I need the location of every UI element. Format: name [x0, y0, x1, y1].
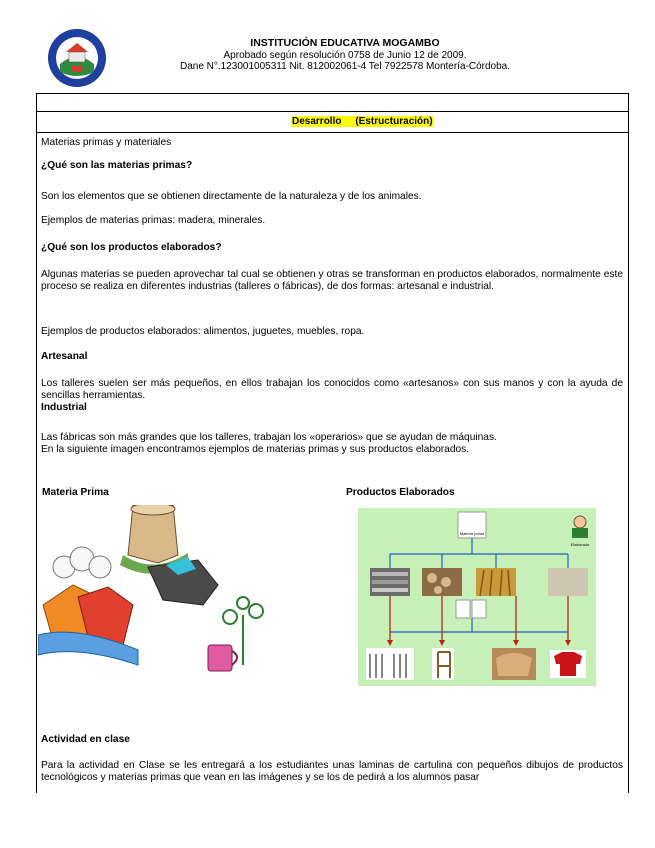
institution-name: INSTITUCIÓN EDUCATIVA MOGAMBO — [250, 37, 440, 49]
section-bar — [36, 111, 629, 133]
examples-raw-materials: Ejemplos de materias primas: madera, minerales. — [41, 215, 266, 226]
paragraph-actividad: Para la actividad en Clase se les entregará a los estudiantes unas laminas de cartulina con pequeños dibujos de productos tecnológicos y materias primas que vean en las imágenes y se los de pedirá a los alumnos pasar — [41, 760, 623, 783]
answer-raw-materials: Son los elementos que se obtienen directamente de la naturaleza y de los animales. — [41, 191, 422, 202]
products-diagram — [358, 508, 596, 686]
school-logo — [47, 28, 107, 88]
answer-products: Algunas materias se pueden aprovechar tal cual se obtienen y otras se transforman en productos elaborados, normalmente este proceso se realiza en diferentes industrias (talleres o fábricas), de dos formas: artesanal e industrial. — [41, 269, 623, 292]
header-text — [130, 38, 560, 73]
paragraph-industrial-1: Las fábricas son más grandes que los talleres, trabajan los «operarios» que se ayudan de máquinas. — [41, 432, 497, 443]
label-productos-elaborados: Productos Elaborados — [346, 487, 455, 498]
question-products: ¿Qué son los productos elaborados? — [41, 242, 222, 253]
diagram-right-caption: Elaborado — [570, 542, 590, 547]
diagram-top-caption: Materia prima — [459, 531, 485, 536]
topic-line: Materias primas y materiales — [41, 137, 172, 148]
examples-products: Ejemplos de productos elaborados: alimentos, juguetes, muebles, ropa. — [41, 326, 365, 337]
paragraph-artesanal: Los talleres suelen ser más pequeños, en ellos trabajan los conocidos como «artesanos» con sus manos y con la ayuda de sencillas herramientas. — [41, 378, 623, 401]
paragraph-industrial-2: En la siguiente imagen encontramos ejemplos de materias primas y sus productos elaborados. — [41, 444, 470, 455]
question-raw-materials: ¿Qué son las materias primas? — [41, 160, 193, 171]
approval-line: Aprobado según resolución 0758 de Junio 12 de 2009. — [223, 49, 467, 61]
heading-artesanal: Artesanal — [41, 351, 88, 362]
raw-materials-illustration — [38, 505, 298, 685]
heading-actividad: Actividad en clase — [41, 734, 130, 745]
section-title: Desarrollo (Estructuración) — [292, 116, 433, 127]
document-header — [0, 18, 655, 88]
heading-industrial: Industrial — [41, 402, 87, 413]
label-materia-prima: Materia Prima — [42, 487, 109, 498]
ids-line: Dane N°.123001005311 Nit. 812002061-4 Tel 7922578 Montería-Córdoba. — [180, 61, 510, 72]
